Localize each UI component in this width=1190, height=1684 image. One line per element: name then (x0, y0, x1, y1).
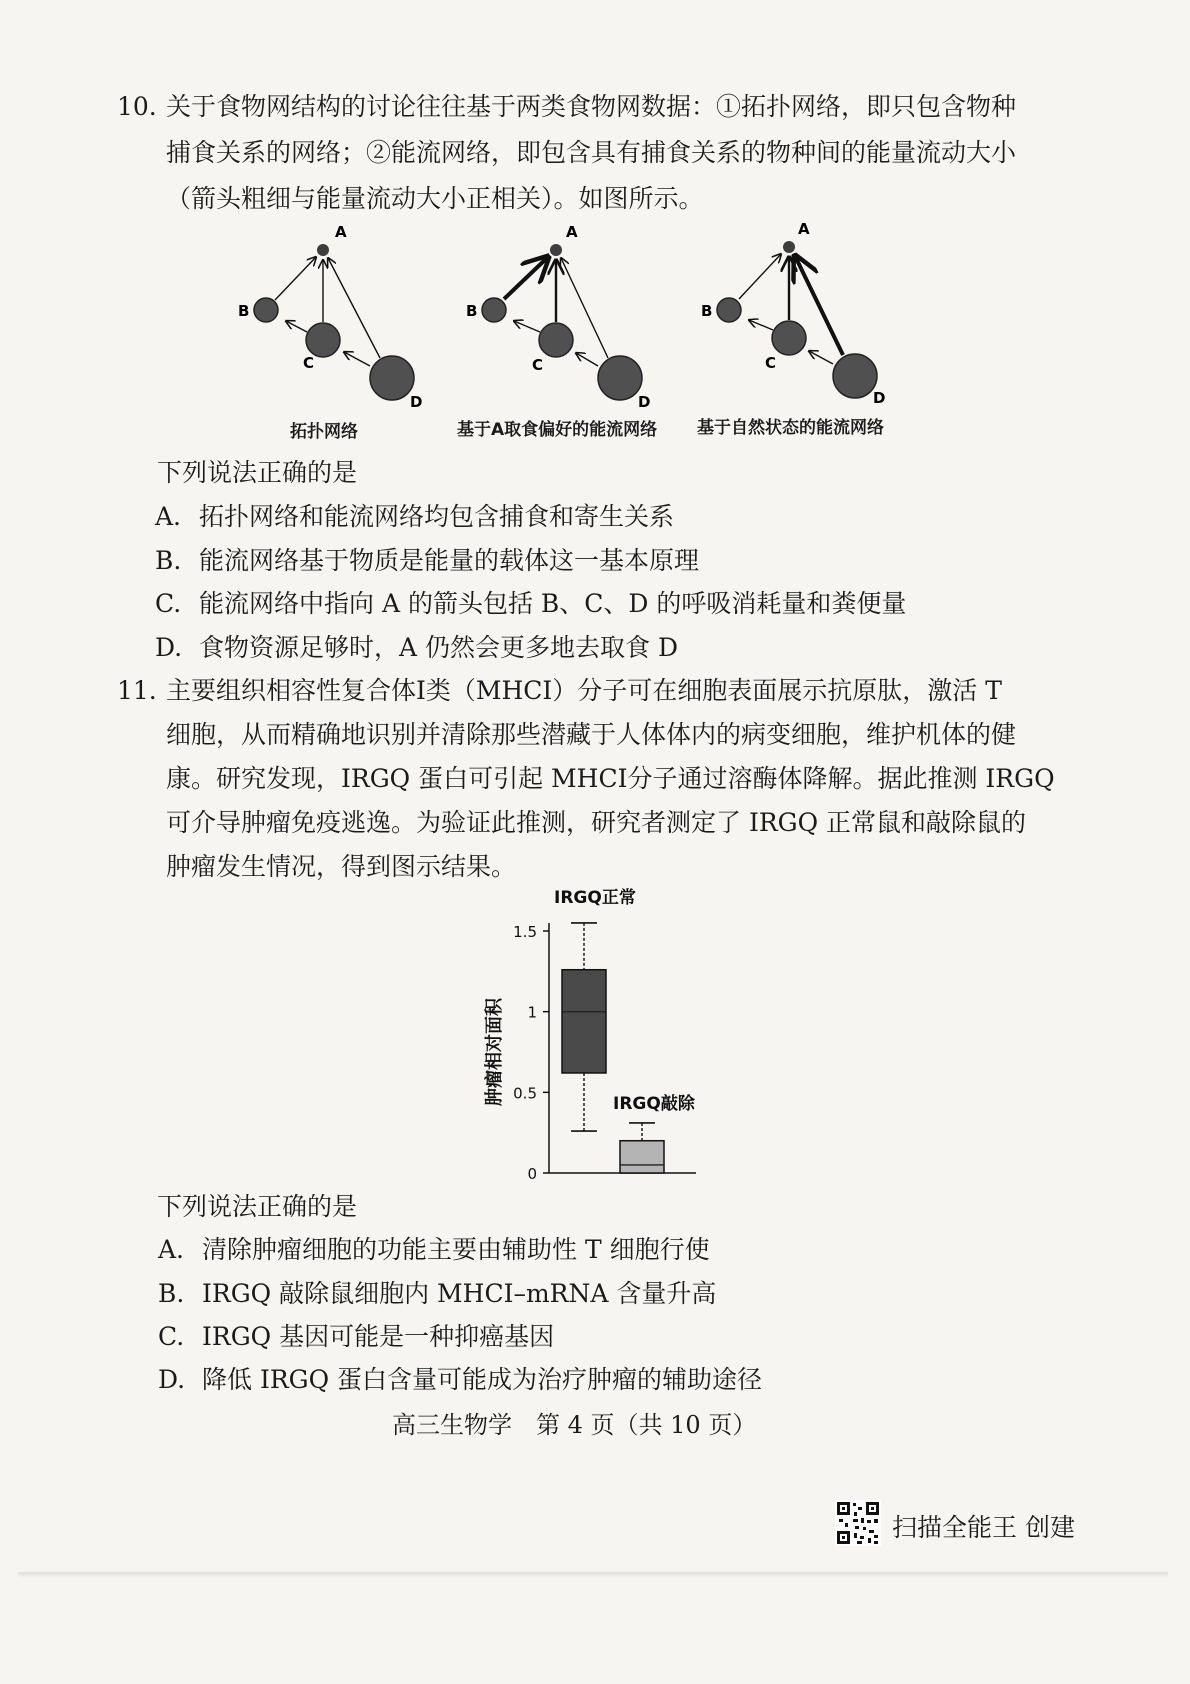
label-c: C (765, 354, 777, 372)
label-a: A (566, 223, 578, 241)
label-d: D (638, 393, 651, 411)
qr-code-icon (835, 1500, 881, 1546)
arrow-c-b (749, 320, 773, 330)
label-a: A (798, 220, 810, 238)
topology-network-diagram (238, 223, 422, 411)
node-a (783, 241, 795, 253)
node-b (482, 298, 506, 322)
box (620, 1141, 664, 1173)
arrow-b-a (504, 257, 548, 299)
caption-energy-flow-preference: 基于A取食偏好的能流网络 (457, 420, 658, 440)
y-tick-label: 1.5 (513, 923, 537, 941)
q10-option-c: C. 能流网络中指向 A 的箭头包括 B、C、D 的呼吸消耗量和粪便量 (155, 589, 907, 618)
y-tick-label: 1 (527, 1003, 537, 1022)
question-number-11: 11. (117, 676, 157, 705)
y-axis-title: 肿瘤相对面积 (484, 998, 505, 1106)
y-tick-label: 0 (527, 1165, 537, 1183)
node-a (550, 244, 562, 256)
label-b: B (238, 302, 250, 320)
q11-option-a: A. 清除肿瘤细胞的功能主要由辅助性 T 细胞行使 (158, 1235, 710, 1264)
q10-text-line-3: （箭头粗细与能量流动大小正相关）。如图所示。 (166, 184, 704, 213)
node-c (306, 323, 340, 357)
energy-flow-natural-diagram (701, 220, 885, 407)
node-c (539, 323, 573, 357)
label-c: C (532, 356, 544, 374)
node-a (317, 244, 329, 256)
label-b: B (466, 302, 478, 320)
scanner-badge-text: 扫描全能王 创建 (892, 1513, 1075, 1542)
arrow-d-c (576, 353, 598, 366)
q11-text-line-4: 可介导肿瘤免疫逃逸。为验证此推测，研究者测定了 IRGQ 正常鼠和敲除鼠的 (166, 808, 1027, 837)
q10-text-line-2: 捕食关系的网络；②能流网络，即包含具有捕食关系的物种间的能量流动大小 (166, 138, 1017, 167)
tumor-area-boxplot (470, 880, 730, 1190)
box (562, 970, 606, 1073)
y-tick-label: 0.5 (513, 1084, 537, 1103)
q11-text-line-5: 肿瘤发生情况，得到图示结果。 (166, 852, 517, 881)
q11-text-line-2: 细胞，从而精确地识别并清除那些潜藏于人体体内的病变细胞，维护机体的健 (166, 720, 1017, 749)
q10-option-b: B. 能流网络基于物质是能量的载体这一基本原理 (155, 546, 700, 575)
q10-option-d: D. 食物资源足够时，A 仍然会更多地去取食 D (155, 633, 678, 662)
node-d (370, 356, 414, 400)
food-web-diagrams (0, 210, 1190, 440)
node-d (833, 354, 877, 398)
arrow-c-b (286, 321, 307, 332)
label-d: D (410, 393, 423, 411)
q10-option-a: A. 拓扑网络和能流网络均包含捕食和寄生关系 (155, 502, 675, 531)
scan-shadow (18, 1572, 1168, 1578)
arrow-c-b (514, 321, 540, 332)
node-b (717, 298, 741, 322)
energy-flow-preference-diagram (466, 223, 650, 411)
q10-text-line-1: 关于食物网结构的讨论往往基于两类食物网数据：①拓扑网络，即只包含物种 (166, 92, 1017, 121)
label-b: B (701, 302, 713, 320)
page-footer: 高三生物学 第 4 页（共 10 页） (392, 1411, 757, 1439)
q11-text-line-1: 主要组织相容性复合体Ⅰ类（MHCⅠ）分子可在细胞表面展示抗原肽，激活 T (166, 676, 1002, 705)
label-d: D (873, 389, 886, 407)
caption-energy-flow-natural: 基于自然状态的能流网络 (697, 418, 884, 438)
series-label: IRGQ正常 (554, 888, 636, 908)
q11-stem: 下列说法正确的是 (157, 1192, 358, 1221)
arrow-b-a (739, 254, 781, 299)
series-label: IRGQ敲除 (613, 1094, 695, 1114)
node-b (254, 298, 278, 322)
node-d (598, 356, 642, 400)
q10-stem: 下列说法正确的是 (157, 458, 358, 487)
arrow-b-a (275, 257, 316, 300)
arrow-d-c (344, 352, 370, 366)
q11-text-line-3: 康。研究发现，IRGQ 蛋白可引起 MHCⅠ分子通过溶酶体降解。据此推测 IRGQ (166, 764, 1055, 793)
node-c (772, 321, 806, 355)
q11-option-d: D. 降低 IRGQ 蛋白含量可能成为治疗肿瘤的辅助途径 (158, 1365, 763, 1394)
q11-option-c: C. IRGQ 基因可能是一种抑癌基因 (158, 1322, 555, 1351)
question-number-10: 10. (117, 92, 157, 121)
label-a: A (335, 223, 347, 241)
caption-topology-network: 拓扑网络 (290, 422, 358, 442)
q11-option-b: B. IRGQ 敲除鼠细胞内 MHCⅠ–mRNA 含量升高 (158, 1279, 717, 1308)
arrow-d-c (809, 351, 833, 364)
label-c: C (303, 354, 315, 372)
